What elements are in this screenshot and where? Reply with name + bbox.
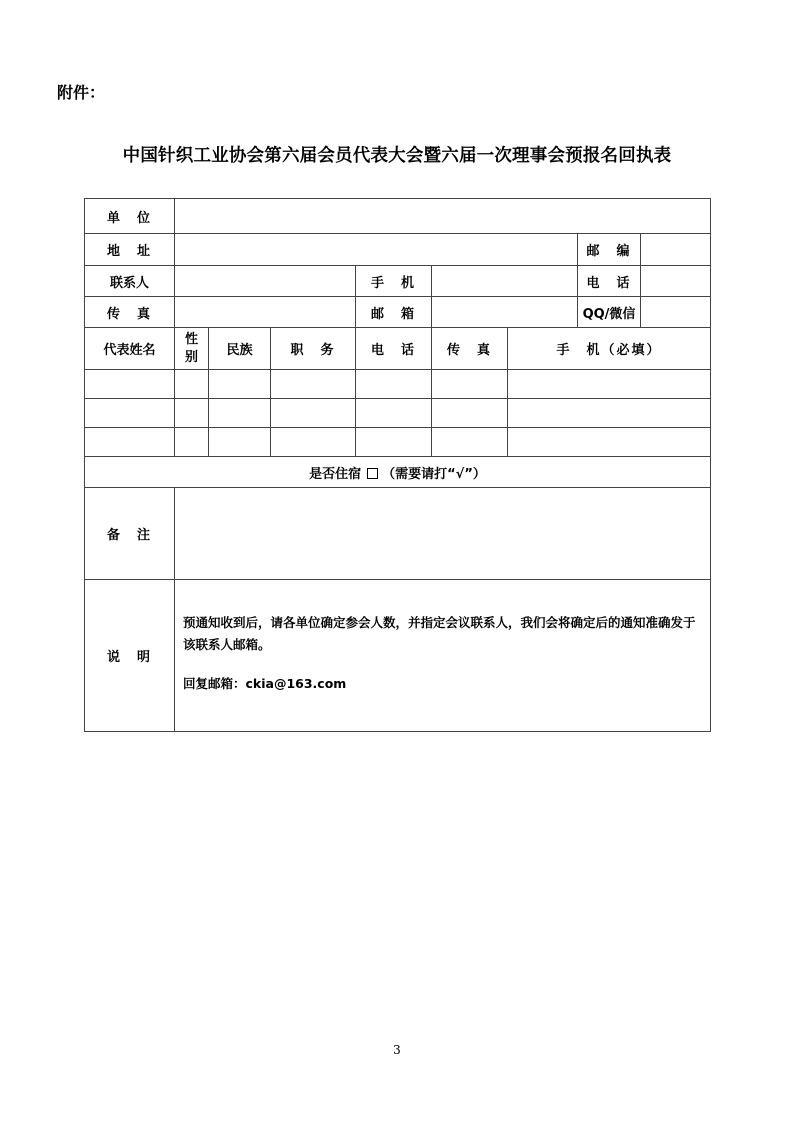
unit-label: 单 位	[85, 199, 175, 234]
rep-gender-cell[interactable]	[175, 370, 209, 399]
unit-field[interactable]	[175, 199, 711, 234]
table-row	[85, 428, 711, 457]
reply-email-line	[183, 674, 702, 692]
postcode-field[interactable]	[641, 234, 711, 266]
mobile-field[interactable]	[432, 266, 578, 297]
email-label: 邮 箱	[356, 297, 432, 328]
notes-content	[175, 580, 711, 732]
contact-label: 联系人	[85, 266, 175, 297]
rep-name-header: 代表姓名	[85, 328, 175, 370]
rep-position-cell[interactable]	[271, 428, 356, 457]
rep-ethnicity-cell[interactable]	[209, 399, 271, 428]
rep-gender-header-line2: 别	[184, 349, 198, 365]
rep-fax-cell[interactable]	[432, 370, 508, 399]
rep-mobile-cell[interactable]	[508, 370, 711, 399]
rep-phone-cell[interactable]	[356, 428, 432, 457]
rep-ethnicity-cell[interactable]	[209, 370, 271, 399]
reply-email-value: ckia@163.com	[245, 676, 347, 691]
rep-phone-cell[interactable]	[356, 399, 432, 428]
remarks-field[interactable]	[175, 488, 711, 580]
rep-fax-header: 传 真	[432, 328, 508, 370]
lodging-checkbox[interactable]	[367, 468, 378, 479]
phone-field[interactable]	[641, 266, 711, 297]
address-field[interactable]	[175, 234, 578, 266]
rep-gender-header-line1: 性	[184, 331, 198, 347]
lodging-label: 是否住宿	[309, 466, 362, 482]
postcode-label: 邮 编	[578, 234, 641, 266]
rep-phone-cell[interactable]	[356, 370, 432, 399]
rep-mobile-cell[interactable]	[508, 399, 711, 428]
rep-name-cell[interactable]	[85, 428, 175, 457]
fax-label: 传 真	[85, 297, 175, 328]
remarks-label: 备 注	[85, 488, 175, 580]
rep-gender-cell[interactable]	[175, 428, 209, 457]
lodging-row	[85, 457, 711, 488]
notes-label: 说 明	[85, 580, 175, 732]
rep-name-cell[interactable]	[85, 370, 175, 399]
qq-label: QQ/微信	[578, 297, 641, 328]
fax-field[interactable]	[175, 297, 356, 328]
page-number: 3	[393, 1043, 401, 1057]
notes-text: 预通知收到后，请各单位确定参会人数，并指定会议联系人，我们会将确定后的通知准确发于该联系人邮箱。	[183, 615, 696, 652]
table-row	[85, 370, 711, 399]
rep-position-cell[interactable]	[271, 399, 356, 428]
email-field[interactable]	[432, 297, 578, 328]
qq-field[interactable]	[641, 297, 711, 328]
contact-field[interactable]	[175, 266, 356, 297]
table-row	[85, 399, 711, 428]
rep-name-cell[interactable]	[85, 399, 175, 428]
rep-fax-cell[interactable]	[432, 399, 508, 428]
registration-form-table	[84, 198, 711, 732]
page-title: 中国针织工业协会第六届会员代表大会暨六届一次理事会预报名回执表	[122, 146, 672, 166]
rep-mobile-header: 手 机（必填）	[508, 328, 711, 370]
rep-fax-cell[interactable]	[432, 428, 508, 457]
attachment-label: 附件：	[57, 83, 106, 102]
rep-ethnicity-cell[interactable]	[209, 428, 271, 457]
address-label: 地 址	[85, 234, 175, 266]
rep-gender-cell[interactable]	[175, 399, 209, 428]
rep-position-header: 职 务	[271, 328, 356, 370]
rep-gender-header	[175, 328, 209, 370]
reply-email-label: 回复邮箱：	[183, 676, 246, 691]
phone-label: 电 话	[578, 266, 641, 297]
rep-mobile-cell[interactable]	[508, 428, 711, 457]
rep-position-cell[interactable]	[271, 370, 356, 399]
rep-phone-header: 电 话	[356, 328, 432, 370]
lodging-hint: （需要请打“√”）	[382, 466, 486, 482]
mobile-label: 手 机	[356, 266, 432, 297]
rep-ethnicity-header: 民族	[209, 328, 271, 370]
